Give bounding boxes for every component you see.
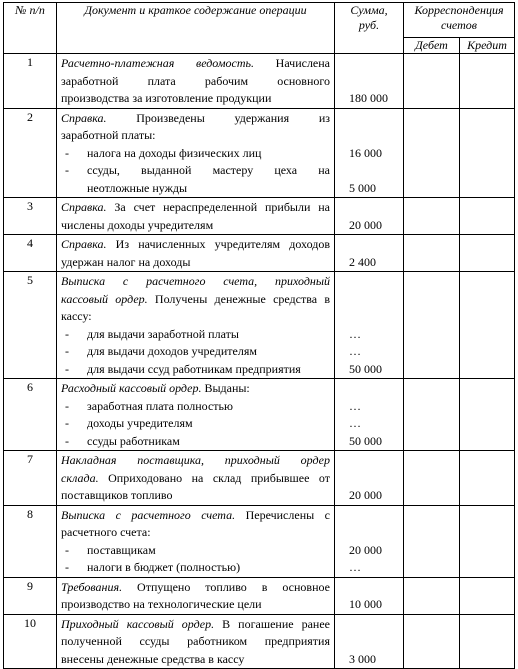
amount-line — [335, 308, 403, 326]
description-line — [61, 308, 330, 326]
list-item-text: для выдачи доходов учредителям — [87, 344, 257, 358]
list-item-text: заработная плата полностью — [87, 398, 233, 413]
col-header-correspondence — [404, 3, 515, 38]
col-header-corr-line2: счетов — [441, 18, 477, 32]
amount-line: 20 000 — [349, 542, 382, 557]
row-number: 7 — [4, 451, 57, 506]
col-header-document: Документ и краткое содержание операции — [57, 3, 335, 54]
list-dash: - — [65, 361, 69, 376]
amount-line — [335, 73, 403, 91]
description-line — [61, 127, 330, 145]
amount-cell — [335, 54, 404, 109]
operation-text: Произведены удержания из — [106, 110, 330, 125]
description-line — [61, 380, 330, 398]
amount-line: 5 000 — [349, 180, 376, 195]
amount-cell — [335, 379, 404, 451]
list-dash: - — [65, 433, 69, 448]
list-item-text: для выдачи заработной платы — [87, 326, 239, 341]
description-line — [61, 470, 330, 488]
amount-cell — [335, 272, 404, 379]
list-item-text: ссуды работникам — [87, 433, 180, 448]
description-list-item — [61, 343, 330, 361]
description-list-item — [61, 361, 330, 379]
operation-text: Оприходовано на склад прибывшее от — [98, 470, 330, 485]
operation-text: заработной платы: — [61, 128, 156, 142]
credit-cell — [460, 505, 515, 577]
list-dash: - — [65, 145, 69, 160]
row-number: 2 — [4, 108, 57, 198]
credit-cell — [460, 272, 515, 379]
amount-line — [335, 273, 403, 291]
operation-description — [57, 198, 335, 235]
amount-line: 10 000 — [349, 597, 382, 611]
amount-cell — [335, 108, 404, 198]
description-line — [61, 291, 330, 309]
description-line — [61, 217, 330, 235]
amount-line — [335, 633, 403, 651]
operation-text: Перечислены с — [235, 507, 330, 522]
amount-cell — [335, 577, 404, 614]
document-name: склада. — [61, 470, 99, 485]
document-name: Требования. — [61, 579, 123, 594]
description-line — [61, 651, 330, 669]
description-line — [61, 507, 330, 525]
credit-cell — [460, 379, 515, 451]
description-line — [61, 616, 330, 634]
table-row — [4, 235, 515, 272]
credit-cell — [460, 198, 515, 235]
amount-line: 20 000 — [349, 488, 382, 502]
debit-cell — [404, 235, 460, 272]
table-row — [4, 577, 515, 614]
operation-text: Из начисленных учредителям доходов — [106, 237, 330, 251]
operation-text: За счет нераспределенной прибыли на — [106, 200, 330, 214]
table-row — [4, 108, 515, 198]
row-number: 1 — [4, 54, 57, 109]
description-line — [61, 110, 330, 128]
operation-text: удержан налог на доходы — [61, 254, 191, 269]
amount-line — [335, 236, 403, 254]
description-line — [61, 273, 330, 291]
row-number: 6 — [4, 379, 57, 451]
description-list-item — [61, 542, 330, 560]
amount-line — [335, 162, 403, 180]
amount-line — [335, 452, 403, 470]
list-dash: - — [65, 416, 69, 430]
amount-line — [335, 470, 403, 488]
table-row — [4, 54, 515, 109]
description-list-item — [61, 433, 330, 451]
amount-line — [335, 291, 403, 309]
operation-text: поставщиков топливо — [61, 488, 173, 502]
operation-description — [57, 272, 335, 379]
description-line — [61, 73, 330, 91]
table-row — [4, 272, 515, 379]
credit-cell — [460, 235, 515, 272]
debit-cell — [404, 54, 460, 109]
list-item-text: ссуды, выданной мастеру цеха на — [87, 163, 330, 177]
amount-line: 50 000 — [349, 361, 382, 376]
description-list-item — [61, 145, 330, 163]
operation-description — [57, 108, 335, 198]
document-name: Приходный кассовый ордер. — [61, 616, 215, 631]
document-name: Накладная поставщика, приходный ордер — [61, 453, 330, 467]
description-line — [61, 254, 330, 272]
operation-text: полученной ссуды работником предприятия — [61, 634, 330, 648]
operation-text: внесены денежные средства в кассу — [61, 651, 245, 666]
credit-cell — [460, 577, 515, 614]
table-row — [4, 614, 515, 669]
amount-line — [335, 524, 403, 542]
amount-line: … — [349, 560, 361, 574]
col-header-sum-line2: руб. — [358, 18, 380, 32]
list-dash: - — [65, 326, 69, 341]
operation-description — [57, 577, 335, 614]
row-number: 4 — [4, 235, 57, 272]
credit-cell — [460, 614, 515, 669]
operation-text: производства за изготовление продукции — [61, 91, 272, 105]
description-list-item — [61, 180, 330, 198]
amount-line — [335, 199, 403, 217]
list-dash: - — [65, 344, 69, 358]
operation-description — [57, 451, 335, 506]
description-line — [61, 452, 330, 470]
description-line — [61, 579, 330, 597]
description-line — [61, 487, 330, 505]
description-list-item — [61, 326, 330, 344]
operation-description — [57, 54, 335, 109]
description-list-item — [61, 415, 330, 433]
amount-line: … — [349, 326, 361, 341]
amount-line: 180 000 — [349, 91, 388, 105]
document-name: Выписка с расчетного счета, приходный — [61, 274, 330, 288]
operation-description — [57, 505, 335, 577]
description-list-item — [61, 559, 330, 577]
amount-line: 2 400 — [349, 254, 376, 269]
description-list-item — [61, 398, 330, 416]
amount-line: 50 000 — [349, 433, 382, 448]
amount-cell — [335, 198, 404, 235]
amount-cell — [335, 614, 404, 669]
table-row — [4, 505, 515, 577]
operation-text: Начислена — [253, 56, 330, 70]
amount-line — [335, 579, 403, 597]
list-item-text: доходы учредителям — [87, 416, 193, 430]
row-number: 3 — [4, 198, 57, 235]
credit-cell — [460, 451, 515, 506]
document-name: Расчетно-платежная ведомость. — [61, 56, 254, 70]
operations-table — [3, 2, 515, 669]
debit-cell — [404, 272, 460, 379]
operation-text: Получены денежные средства в — [147, 291, 330, 306]
debit-cell — [404, 198, 460, 235]
description-line — [61, 90, 330, 108]
document-name: Справка. — [61, 200, 107, 214]
operation-text: числены доходы учредителям — [61, 217, 214, 232]
description-line — [61, 199, 330, 217]
operation-text: Выданы: — [201, 381, 250, 395]
list-item-text: поставщикам — [87, 542, 156, 557]
description-list-item — [61, 162, 330, 180]
amount-cell — [335, 235, 404, 272]
amount-line: 20 000 — [349, 217, 382, 232]
amount-line — [335, 616, 403, 634]
col-header-corr-line1: Корреспонденция — [414, 3, 504, 17]
debit-cell — [404, 379, 460, 451]
operation-text: В погашение ранее — [214, 616, 330, 631]
col-header-debit: Дебет — [404, 38, 460, 54]
col-header-sum — [335, 3, 404, 54]
debit-cell — [404, 577, 460, 614]
amount-line: 16 000 — [349, 145, 382, 160]
operation-description — [57, 235, 335, 272]
col-header-sum-line1: Сумма, — [350, 3, 388, 17]
operation-text: производство на технологические цели — [61, 597, 262, 611]
debit-cell — [404, 451, 460, 506]
amount-line — [335, 55, 403, 73]
amount-line: … — [349, 398, 361, 413]
operation-text: заработной плата рабочим основного — [61, 73, 330, 88]
description-line — [61, 524, 330, 542]
description-line — [61, 596, 330, 614]
row-number: 10 — [4, 614, 57, 669]
table-row — [4, 451, 515, 506]
amount-line: 3 000 — [349, 651, 376, 666]
amount-line — [335, 507, 403, 525]
document-name: Справка. — [61, 237, 107, 251]
operation-description — [57, 614, 335, 669]
col-header-number: № п/п — [4, 3, 57, 54]
col-header-credit: Кредит — [460, 38, 515, 54]
debit-cell — [404, 108, 460, 198]
amount-line: … — [349, 344, 361, 358]
list-item-text: неотложные нужды — [87, 180, 188, 195]
amount-line — [335, 380, 403, 398]
list-dash: - — [65, 560, 69, 574]
amount-line — [335, 110, 403, 128]
debit-cell — [404, 614, 460, 669]
document-name: Справка. — [61, 110, 107, 125]
document-name: Расходный кассовый ордер. — [61, 381, 202, 395]
list-dash: - — [65, 542, 69, 557]
description-line — [61, 55, 330, 73]
table-row — [4, 198, 515, 235]
list-dash: - — [65, 398, 69, 413]
credit-cell — [460, 54, 515, 109]
document-name: Выписка с расчетного счета. — [61, 507, 236, 522]
operation-text: расчетного счета: — [61, 525, 151, 539]
row-number: 5 — [4, 272, 57, 379]
operation-description — [57, 379, 335, 451]
list-dash: - — [65, 163, 69, 177]
row-number: 9 — [4, 577, 57, 614]
amount-line — [335, 127, 403, 145]
description-line — [61, 633, 330, 651]
amount-cell — [335, 451, 404, 506]
document-name: кассовый ордер. — [61, 291, 148, 306]
list-item-text: налога на доходы физических лиц — [87, 145, 262, 160]
amount-line: … — [349, 416, 361, 430]
table-row — [4, 379, 515, 451]
list-item-text: налоги в бюджет (полностью) — [87, 560, 241, 574]
amount-cell — [335, 505, 404, 577]
description-line — [61, 236, 330, 254]
operation-text: кассу: — [61, 309, 92, 323]
debit-cell — [404, 505, 460, 577]
list-item-text: для выдачи ссуд работникам предприятия — [87, 361, 301, 376]
operation-text: Отпущено топливо в основное — [122, 579, 330, 594]
row-number: 8 — [4, 505, 57, 577]
credit-cell — [460, 108, 515, 198]
